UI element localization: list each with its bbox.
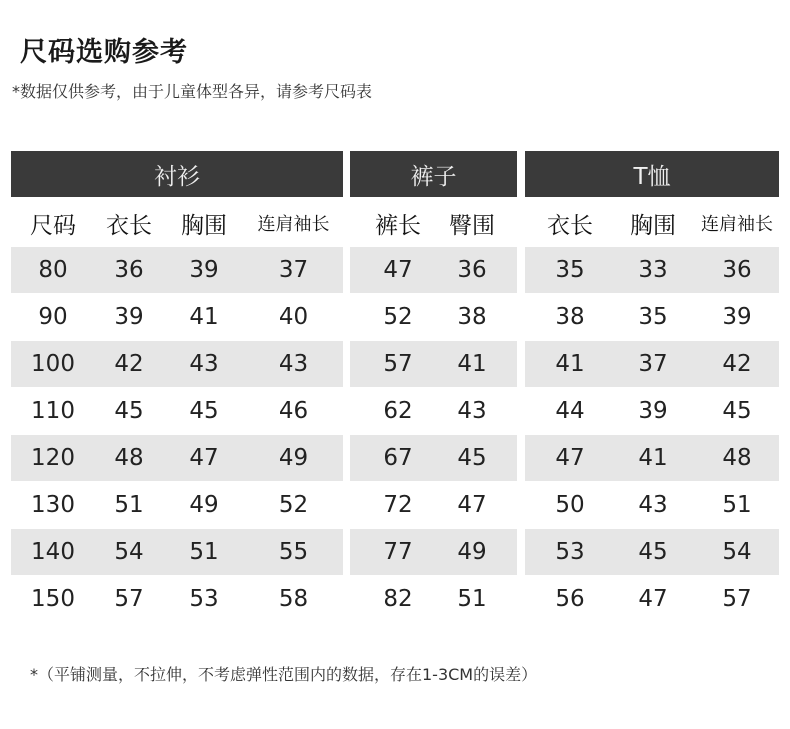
- cell-size: 90: [38, 304, 68, 330]
- cell-size: 120: [31, 445, 75, 471]
- cell-pants-length: 57: [383, 351, 413, 377]
- cell-tshirt-chest: 33: [638, 257, 668, 283]
- cell-tshirt-sleeve: 48: [722, 445, 752, 471]
- cell-tshirt-length: 56: [555, 586, 585, 612]
- cell-pants-hip: 36: [457, 257, 487, 283]
- cell-tshirt-sleeve: 42: [722, 351, 752, 377]
- cell-shirt-chest: 41: [189, 304, 219, 330]
- cell-shirt-chest: 53: [189, 586, 219, 612]
- col-header-size: 尺码: [30, 212, 76, 239]
- cell-tshirt-chest: 41: [638, 445, 668, 471]
- cell-tshirt-chest: 43: [638, 492, 668, 518]
- cell-tshirt-sleeve: 54: [722, 539, 752, 565]
- cell-pants-hip: 45: [457, 445, 487, 471]
- col-header-shirt-chest: 胸围: [181, 212, 227, 239]
- cell-pants-hip: 49: [457, 539, 487, 565]
- cell-pants-hip: 47: [457, 492, 487, 518]
- page-subtitle: *数据仅供参考，由于儿童体型各异，请参考尺码表: [12, 82, 373, 101]
- cell-pants-length: 72: [383, 492, 413, 518]
- cell-pants-hip: 38: [457, 304, 487, 330]
- cell-shirt-length: 42: [114, 351, 144, 377]
- col-header-tshirt-chest: 胸围: [630, 212, 676, 239]
- cell-shirt-sleeve: 37: [278, 257, 309, 283]
- col-header-tshirt-sleeve: 连肩袖长: [701, 214, 773, 235]
- col-header-pants-length: 裤长: [375, 212, 421, 239]
- cell-shirt-length: 51: [114, 492, 144, 518]
- col-header-pants-hip: 臀围: [449, 212, 495, 239]
- cell-tshirt-sleeve: 36: [722, 257, 752, 283]
- cell-tshirt-length: 47: [555, 445, 585, 471]
- cell-shirt-length: 36: [114, 257, 144, 283]
- cell-pants-length: 52: [383, 304, 413, 330]
- cell-size: 150: [31, 586, 75, 612]
- col-header-tshirt-length: 衣长: [547, 212, 593, 239]
- cell-tshirt-sleeve: 57: [722, 586, 752, 612]
- cell-shirt-sleeve: 49: [278, 445, 309, 471]
- cell-tshirt-length: 50: [555, 492, 585, 518]
- cell-tshirt-chest: 35: [638, 304, 668, 330]
- cell-tshirt-length: 41: [555, 351, 585, 377]
- cell-shirt-length: 54: [114, 539, 144, 565]
- cell-pants-hip: 41: [457, 351, 487, 377]
- cell-tshirt-chest: 47: [638, 586, 668, 612]
- cell-shirt-sleeve: 58: [278, 586, 309, 612]
- group-header-shirt: 衬衫: [11, 151, 343, 197]
- cell-size: 130: [31, 492, 75, 518]
- cell-pants-length: 67: [383, 445, 413, 471]
- cell-pants-length: 47: [383, 257, 413, 283]
- cell-shirt-sleeve: 43: [278, 351, 309, 377]
- page-title: 尺码选购参考: [20, 37, 188, 68]
- cell-size: 100: [31, 351, 75, 377]
- cell-shirt-chest: 49: [189, 492, 219, 518]
- cell-tshirt-length: 38: [555, 304, 585, 330]
- cell-tshirt-sleeve: 45: [722, 398, 752, 424]
- cell-pants-hip: 51: [457, 586, 487, 612]
- cell-shirt-sleeve: 46: [278, 398, 309, 424]
- cell-size: 80: [38, 257, 68, 283]
- group-header-pants: 裤子: [350, 151, 517, 197]
- cell-pants-length: 82: [383, 586, 413, 612]
- cell-size: 110: [31, 398, 75, 424]
- cell-shirt-chest: 51: [189, 539, 219, 565]
- cell-shirt-chest: 39: [189, 257, 219, 283]
- cell-shirt-chest: 45: [189, 398, 219, 424]
- cell-pants-hip: 43: [457, 398, 487, 424]
- cell-pants-length: 77: [383, 539, 413, 565]
- col-header-shirt-sleeve: 连肩袖长: [257, 214, 330, 235]
- cell-shirt-sleeve: 55: [278, 539, 309, 565]
- cell-tshirt-chest: 45: [638, 539, 668, 565]
- cell-shirt-chest: 47: [189, 445, 219, 471]
- cell-tshirt-chest: 39: [638, 398, 668, 424]
- cell-shirt-sleeve: 40: [278, 304, 309, 330]
- cell-shirt-chest: 43: [189, 351, 219, 377]
- cell-shirt-length: 39: [114, 304, 144, 330]
- cell-shirt-length: 57: [114, 586, 144, 612]
- col-header-shirt-length: 衣长: [106, 212, 152, 239]
- cell-tshirt-sleeve: 51: [722, 492, 752, 518]
- cell-shirt-length: 48: [114, 445, 144, 471]
- group-header-tshirt: T恤: [525, 151, 779, 197]
- cell-tshirt-length: 44: [555, 398, 585, 424]
- cell-tshirt-length: 53: [555, 539, 585, 565]
- cell-tshirt-sleeve: 39: [722, 304, 752, 330]
- cell-size: 140: [31, 539, 75, 565]
- cell-tshirt-length: 35: [555, 257, 585, 283]
- cell-shirt-sleeve: 52: [278, 492, 309, 518]
- cell-pants-length: 62: [383, 398, 413, 424]
- cell-shirt-length: 45: [114, 398, 144, 424]
- cell-tshirt-chest: 37: [638, 351, 668, 377]
- footnote: *（平铺测量，不拉伸，不考虑弹性范围内的数据，存在1-3CM的误差）: [30, 665, 538, 684]
